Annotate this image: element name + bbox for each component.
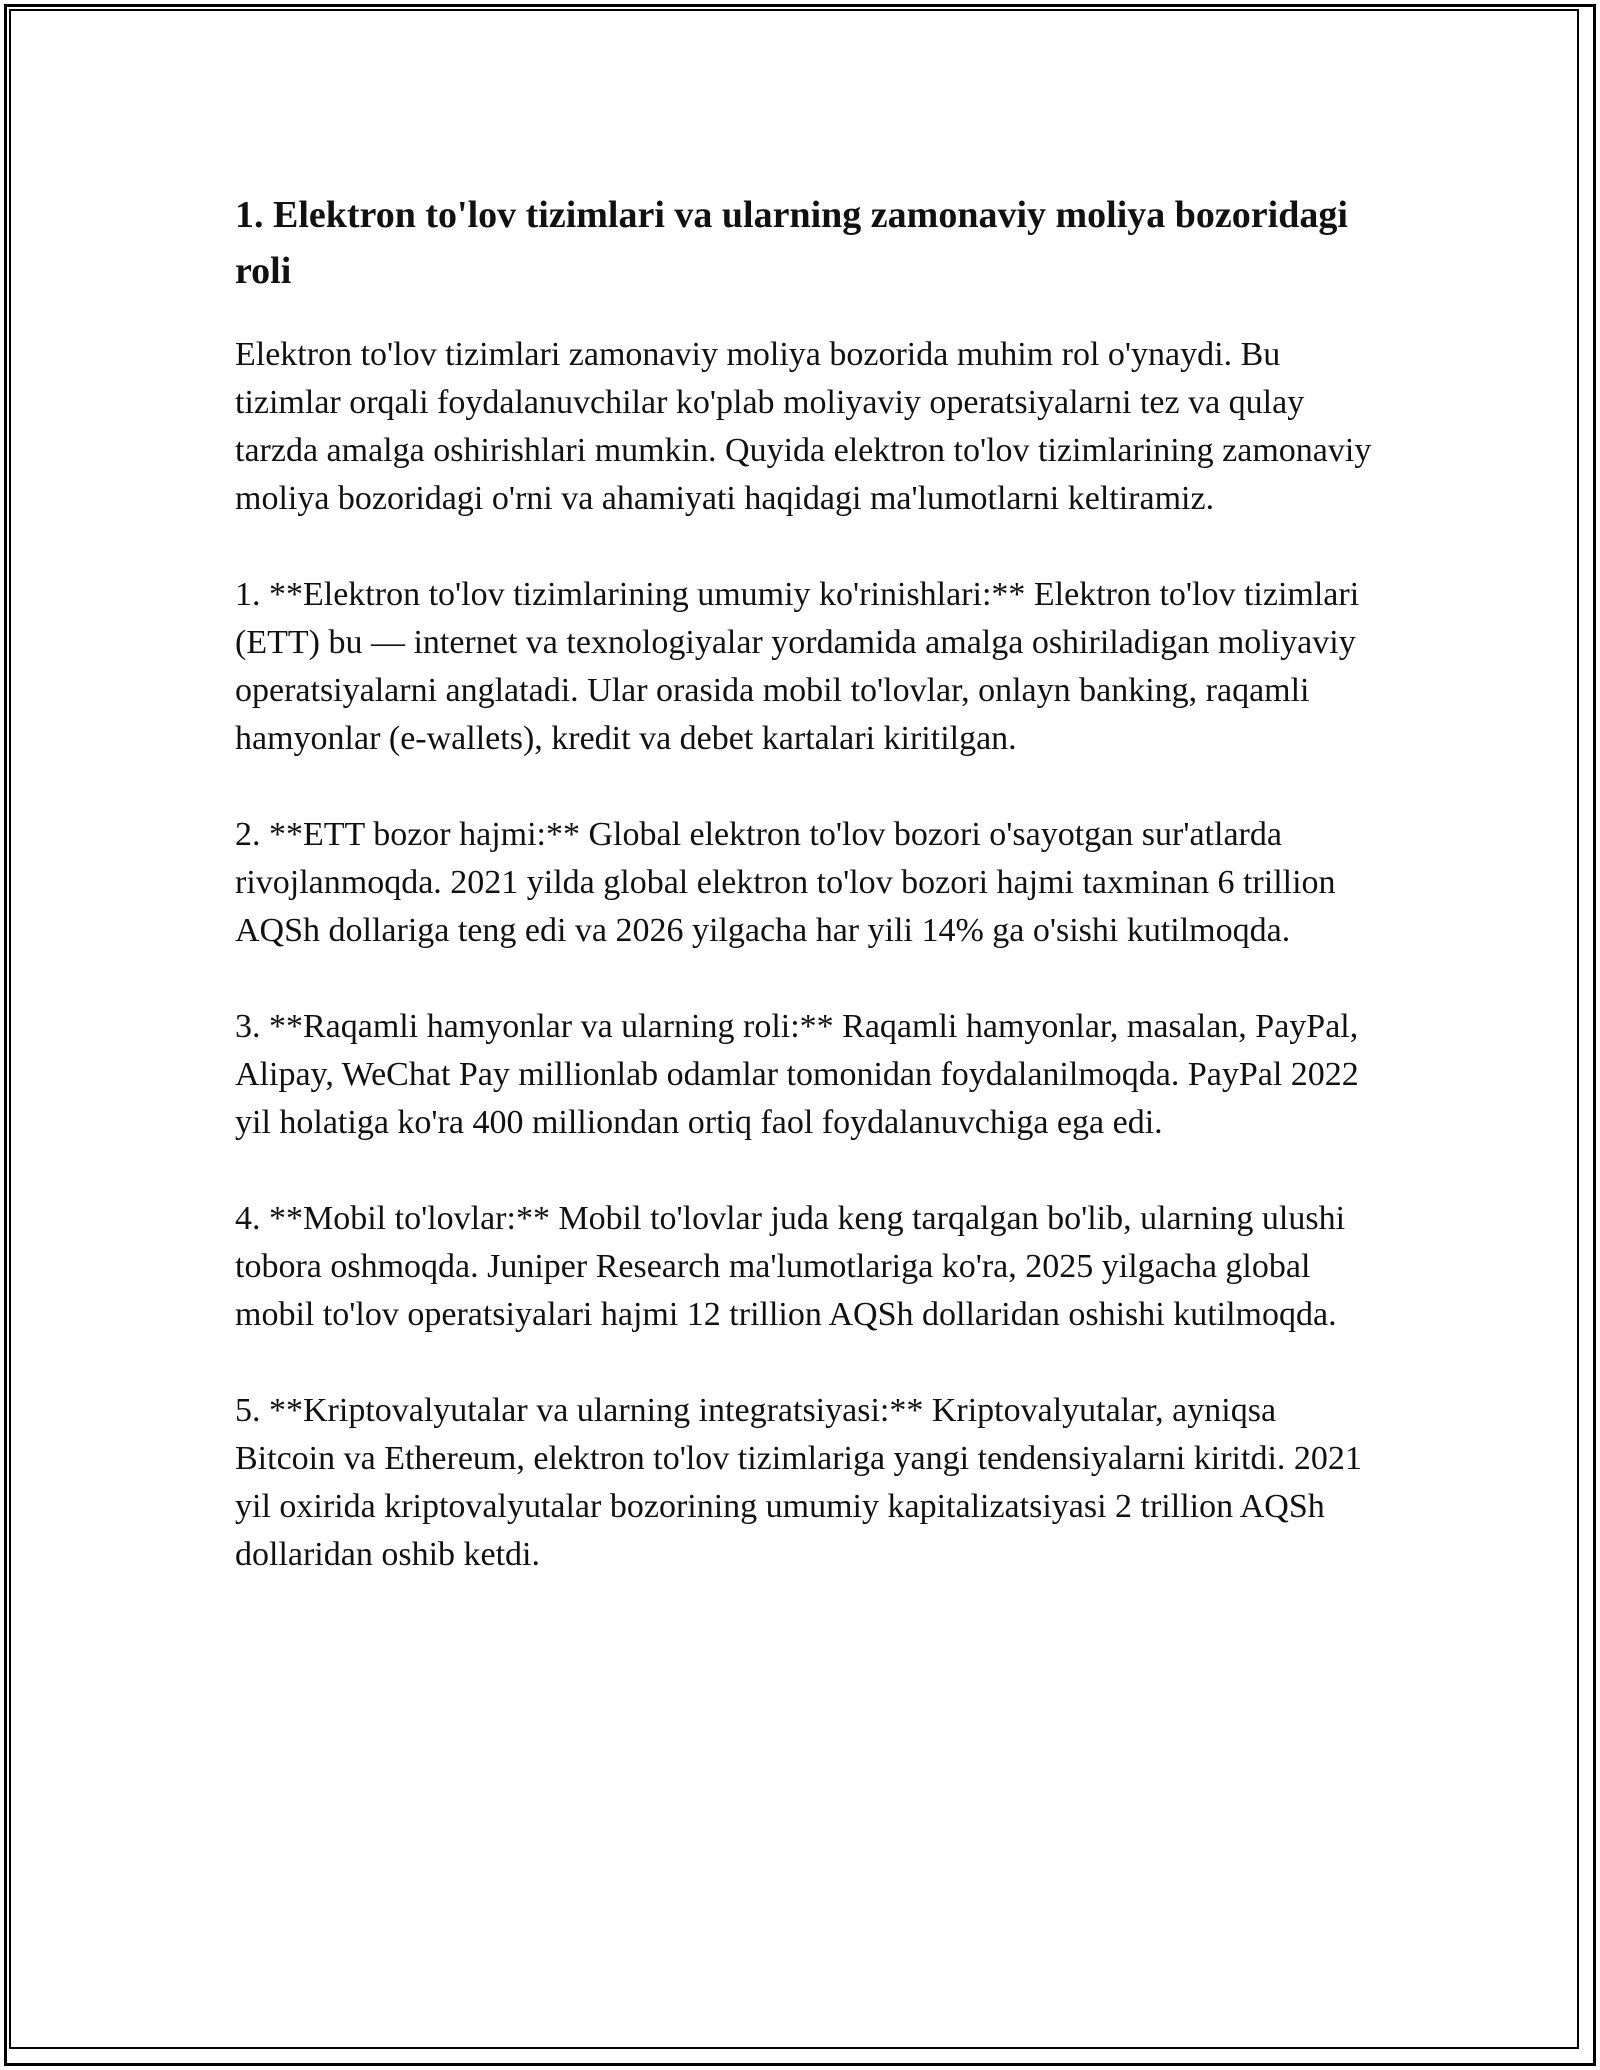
paragraph-item-5: 5. **Kriptovalyutalar va ularning integratsiyasi:** Kriptovalyutalar, ayniqsa Bitcoin va Ethereum, elektron to'lov tizimlariga yangi tendensiyalarni kiritdi. 2021 yil oxirida kriptovalyutalar bozorining umumiy kapitalizatsiyasi 2 trillion AQSh dollaridan oshib ketdi. bbox=[235, 1392, 1362, 1573]
document-body bbox=[235, 187, 1380, 1627]
document-title: 1. Elektron to'lov tizimlari va ularning zamonaviy moliya bozoridagi roli bbox=[235, 194, 1348, 292]
paragraph-item-2: 2. **ETT bozor hajmi:** Global elektron to'lov bozori o'sayotgan sur'atlarda rivojlanmoqda. 2021 yilda global elektron to'lov bozori hajmi taxminan 6 trillion AQSh dollariga teng edi va 2026 yilgacha har yili 14% ga o'sishi kutilmoqda. bbox=[235, 816, 1336, 949]
intro-paragraph: Elektron to'lov tizimlari zamonaviy moliya bozorida muhim rol o'ynaydi. Bu tizimlar orqali foydalanuvchilar ko'plab moliyaviy operatsiyalarni tez va qulay tarzda amalga oshirishlari mumkin. Quyida elektron to'lov tizimlarining zamonaviy moliya bozoridagi o'rni va ahamiyati haqidagi ma'lumotlarni keltiramiz. bbox=[235, 336, 1372, 517]
paragraph-item-3: 3. **Raqamli hamyonlar va ularning roli:** Raqamli hamyonlar, masalan, PayPal, Alipay, WeChat Pay millionlab odamlar tomonidan foydalanilmoqda. PayPal 2022 yil holatiga ko'ra 400 milliondan ortiq faol foydalanuvchiga ega edi. bbox=[235, 1008, 1359, 1141]
paragraph-item-4: 4. **Mobil to'lovlar:** Mobil to'lovlar juda keng tarqalgan bo'lib, ularning ulushi tobora oshmoqda. Juniper Research ma'lumotlariga ko'ra, 2025 yilgacha global mobil to'lov operatsiyalari hajmi 12 trillion AQSh dollaridan oshishi kutilmoqda. bbox=[235, 1200, 1346, 1333]
paragraph-item-1: 1. **Elektron to'lov tizimlarining umumiy ko'rinishlari:** Elektron to'lov tizimlari (ETT) bu — internet va texnologiyalar yordamida amalga oshiriladigan moliyaviy operatsiyalarni anglatadi. Ular orasida mobil to'lovlar, onlayn banking, raqamli hamyonlar (e-wallets), kredit va debet kartalari kiritilgan. bbox=[235, 576, 1360, 757]
